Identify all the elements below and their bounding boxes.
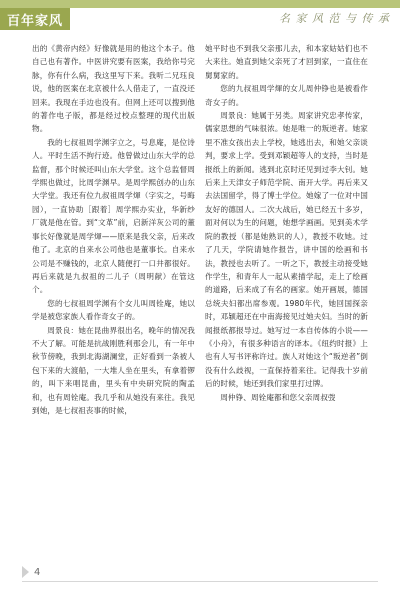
header-subtitle: 名 家 风 范 与 传 承 xyxy=(279,12,390,25)
paragraph: 周景良：她在昆曲界很出名，晚年的情况我不大了解。可能是抗战刚胜利那会儿，有一年中秋节傍晚，我到北海湖澜堂，正好看到一条被人包下来的大渡船，一大堆人坐在里头，有拿着锣的，叫下来唱昆曲，里头有中央研究院的陶孟和，也有周铨庵。我几乎和从她没有来往。我见到她，是七叔祖丧事的时候， xyxy=(32,325,195,415)
paragraph: 周仲铮、周铨庵都和您父亲周叔弢 xyxy=(220,392,336,402)
page-number: 4 xyxy=(34,567,41,578)
header-title-block xyxy=(0,8,70,30)
paragraph: 出的《黄帝内经》好像就是用的他这个本子。他自己也有著作。中医讲究要有医案，我给你号完脉，你有什么病，我这里写下来。我听二兄珏良说，他的医案在北京被什么人借走了，一直没还回来。我现在手边也没有。但网上还可以搜到他的著作电子版，都是经过校点整理的现代出版物。 xyxy=(32,44,195,134)
section-title: 百年家风 xyxy=(6,13,63,29)
right-column xyxy=(205,42,368,417)
paragraph: 您的七叔祖周学渊有个女儿叫周铨庵，她以学是被您家族人看作奇女子的。 xyxy=(32,298,195,322)
left-column xyxy=(32,42,195,417)
article-body xyxy=(32,42,368,417)
header-color-bar xyxy=(0,0,400,8)
paragraph: 您的九叔祖周学煇的女儿周仲铮也是被看作奇女子的。 xyxy=(205,84,368,107)
page-marker-icon xyxy=(22,566,29,578)
footer-divider xyxy=(22,581,378,582)
paragraph: 我的七叔祖周学渊字立之，号息庵，是位诗人。平时生活不拘行迹。他曾做过山东大学的总监督，那个时候还叫山东大学堂。这个总监督周学熙也做过，比周学渊早。是周学熙创办的山东大学堂。我还有位九叔祖周学煇（字实之，号晦园），一直协助［跟着］周学熙办实业，华新纱厂就是他在管。到“文革”前，启新洋灰公司的董事长好像就是周学煇——原来是我父亲，后来改他了。北京的自来水公司他也是董事长。自来水公司是不赚钱的，北京人随便打一口井都很好。再后来就是九叔祖的二儿子（周明献）在管这个。 xyxy=(32,137,195,295)
page-footer xyxy=(0,558,400,600)
paragraph: 她平时也不到我父亲那儿去，和本家姑姑们也不大来往。她直到她父亲死了才回到家，一直住在舅舅家的。 xyxy=(205,44,368,80)
paragraph: 周景良：她属于另类。周家讲究忠孝传家，儒家思想的气味很浓。她是唯一的叛逆者。她家里不准女孩出去上学校，她逃出去，和她父亲谈判，要求上学。受到邓颖超等人的支持，当时是报纸上的新闻。逃到北京时还见到过李大钊。她后来上天津女子师范学院、南开大学。再后来又去法国留学，得了博士学位。她嫁了一位对中国友好的德国人。二次大战后，她已经五十多岁，面对何以为生的问题，她想学画画。见到美术学院的教授（都是她熟识的人），教授不收她。过了几天，学院请她作报告，讲中国的绘画和书法，教授也去听了。一听之下，教授主动接受她作学生，和青年人一起从素描学起，走上了绘画的道路，后来成了有名的画家。她开画展，德国总统夫妇都出席参观。1980年代，她回国探亲时，邓颖超还在中南海接见过她夫妇。当时的新闻报纸都报导过。她写过一本自传体的小说——《小舟》，有很多种语言的译本。《纽约时报》上也有人写书评称许过。族人对她这个“叛逆者”倒没有什么歧视，一直保持着来往。记得我十岁前后的时候，她还到我们家里打过牌。 xyxy=(205,111,368,389)
page-header xyxy=(0,0,400,30)
